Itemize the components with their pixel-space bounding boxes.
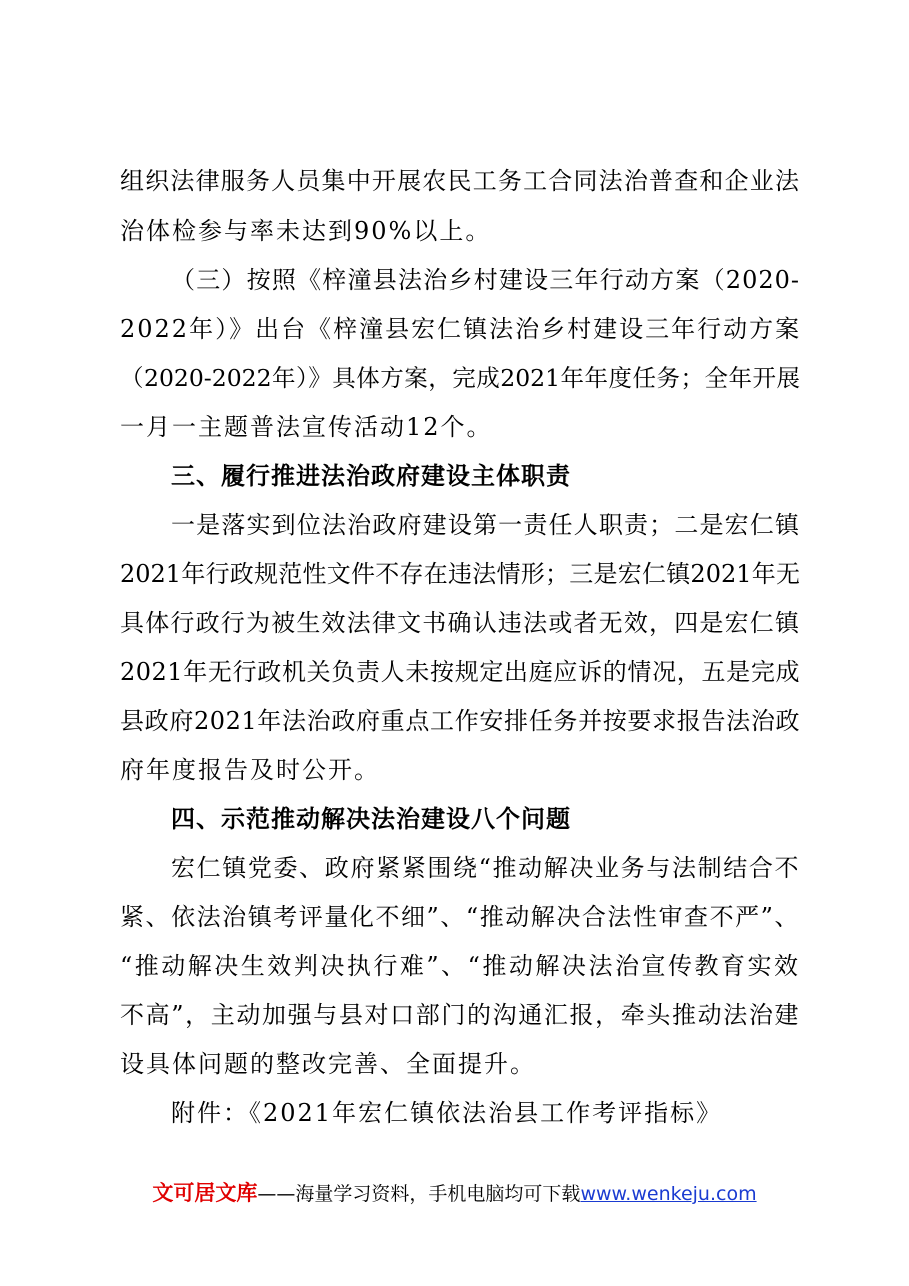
paragraph-line: 一是落实到位法治政府建设第一责任人职责；二是宏仁镇 [171, 511, 800, 539]
attachment-line: 附件：《2021年宏仁镇依法治县工作考评指标》 [171, 1099, 723, 1127]
paragraph-line: 2022年）》出台《梓潼县宏仁镇法治乡村建设三年行动方案 [120, 315, 802, 343]
paragraph-line: 不高”，主动加强与县对口部门的沟通汇报，牵头推动法治建 [120, 1001, 800, 1029]
paragraph-line: 组织法律服务人员集中开展农民工务工合同法治普查和企业法 [120, 167, 800, 195]
paragraph-line: 宏仁镇党委、政府紧紧围绕“推动解决业务与法制结合不 [171, 854, 800, 882]
paragraph-line: 具体行政行为被生效法律文书确认违法或者无效，四是宏仁镇 [120, 609, 800, 637]
paragraph-line: 紧、依法治镇考评量化不细”、“推动解决合法性审查不严”、 [120, 903, 800, 931]
paragraph-line: 县政府2021年法治政府重点工作安排任务并按要求报告法治政 [120, 707, 800, 735]
paragraph-line: “推动解决生效判决执行难”、“推动解决法治宣传教育实效 [120, 952, 800, 980]
paragraph-line: 2021年行政规范性文件不存在违法情形；三是宏仁镇2021年无 [120, 560, 800, 588]
footer-brand: 文可居文库 [152, 1181, 258, 1205]
paragraph-line: （三）按照《梓潼县法治乡村建设三年行动方案（2020- [171, 266, 800, 294]
section-heading: 四、示范推动解决法治建设八个问题 [171, 805, 571, 833]
paragraph-line: 2021年无行政机关负责人未按规定出庭应诉的情况，五是完成 [120, 658, 800, 686]
paragraph-line: 治体检参与率未达到90%以上。 [120, 217, 492, 245]
footer-slogan: ——海量学习资料，手机电脑均可下载 [257, 1183, 581, 1205]
footer-banner [0, 1180, 909, 1207]
section-heading: 三、履行推进法治政府建设主体职责 [171, 462, 571, 490]
paragraph-line: 设具体问题的整改完善、全面提升。 [120, 1050, 536, 1078]
footer-url-link[interactable]: www.wenkeju.com [580, 1183, 757, 1205]
paragraph-line: （2020-2022年）》具体方案，完成2021年年度任务；全年开展 [120, 364, 800, 392]
paragraph-line: 一月一主题普法宣传活动12个。 [120, 413, 493, 441]
paragraph-line: 府年度报告及时公开。 [120, 756, 380, 784]
